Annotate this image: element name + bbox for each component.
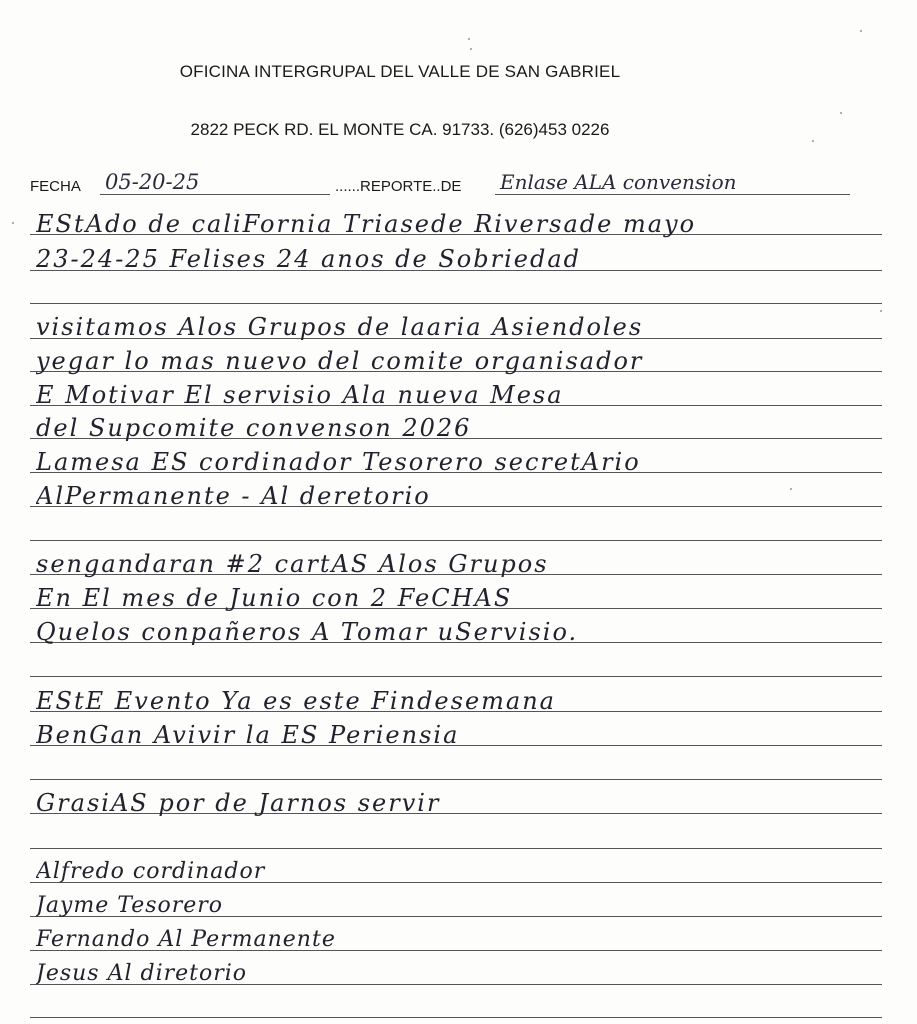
- handwritten-line: BenGan Avivir la ES Periensia: [36, 721, 460, 749]
- scan-speck: [12, 222, 14, 224]
- scan-speck: [470, 48, 472, 50]
- handwritten-line: del Supcomite convenson 2026: [36, 414, 472, 442]
- ruled-line: [30, 848, 882, 849]
- scan-speck: [860, 30, 862, 32]
- scan-speck: [840, 112, 842, 114]
- reporte-underline: [495, 194, 850, 195]
- handwritten-line: Quelos conpañeros A Tomar uServisio.: [36, 618, 579, 646]
- fecha-label: FECHA: [30, 178, 81, 195]
- reporte-label: ......REPORTE..DE: [335, 178, 462, 195]
- signature-line: Alfredo cordinador: [36, 859, 266, 884]
- ruled-line: [30, 676, 882, 677]
- handwritten-line: 23-24-25 Felises 24 anos de Sobriedad: [36, 245, 581, 273]
- ruled-line: [30, 303, 882, 304]
- scan-speck: [880, 310, 882, 312]
- ruled-line: [30, 540, 882, 541]
- reporte-value: Enlase ALA convension: [500, 170, 737, 194]
- scan-speck: [468, 38, 470, 40]
- fecha-underline: [100, 194, 330, 195]
- signature-line: Jesus Al diretorio: [36, 961, 248, 986]
- signature-line: Jayme Tesorero: [36, 893, 224, 918]
- office-title: OFICINA INTERGRUPAL DEL VALLE DE SAN GABRIEL: [179, 62, 621, 81]
- handwritten-line: AlPermanente - Al deretorio: [36, 482, 431, 510]
- handwritten-line: EStE Evento Ya es este Findesemana: [36, 687, 556, 715]
- fecha-reporte-row: [30, 172, 850, 202]
- scan-speck: [812, 140, 814, 142]
- scan-speck: [790, 488, 792, 490]
- handwritten-line: sengandaran #2 cartAS Alos Grupos: [36, 550, 549, 578]
- handwritten-line: visitamos Alos Grupos de laaria Asiendoles: [36, 313, 644, 341]
- handwritten-line: E Motivar El servisio Ala nueva Mesa: [36, 381, 564, 409]
- signature-line: Fernando Al Permanente: [36, 927, 336, 952]
- ruled-line: [30, 779, 882, 780]
- handwritten-line: yegar lo mas nuevo del comite organisador: [36, 347, 644, 375]
- handwritten-line: GrasiAS por de Jarnos servir: [36, 789, 441, 817]
- handwritten-line: EStAdo de caliFornia Triasede Riversade mayo: [36, 210, 697, 238]
- office-address: 2822 PECK RD. EL MONTE CA. 91733. (626)453 0226: [190, 120, 610, 139]
- handwritten-line: En El mes de Junio con 2 FeCHAS: [36, 584, 513, 612]
- handwritten-line: Lamesa ES cordinador Tesorero secretArio: [36, 448, 641, 476]
- fecha-value: 05-20-25: [105, 170, 200, 194]
- ruled-line: [30, 1017, 882, 1018]
